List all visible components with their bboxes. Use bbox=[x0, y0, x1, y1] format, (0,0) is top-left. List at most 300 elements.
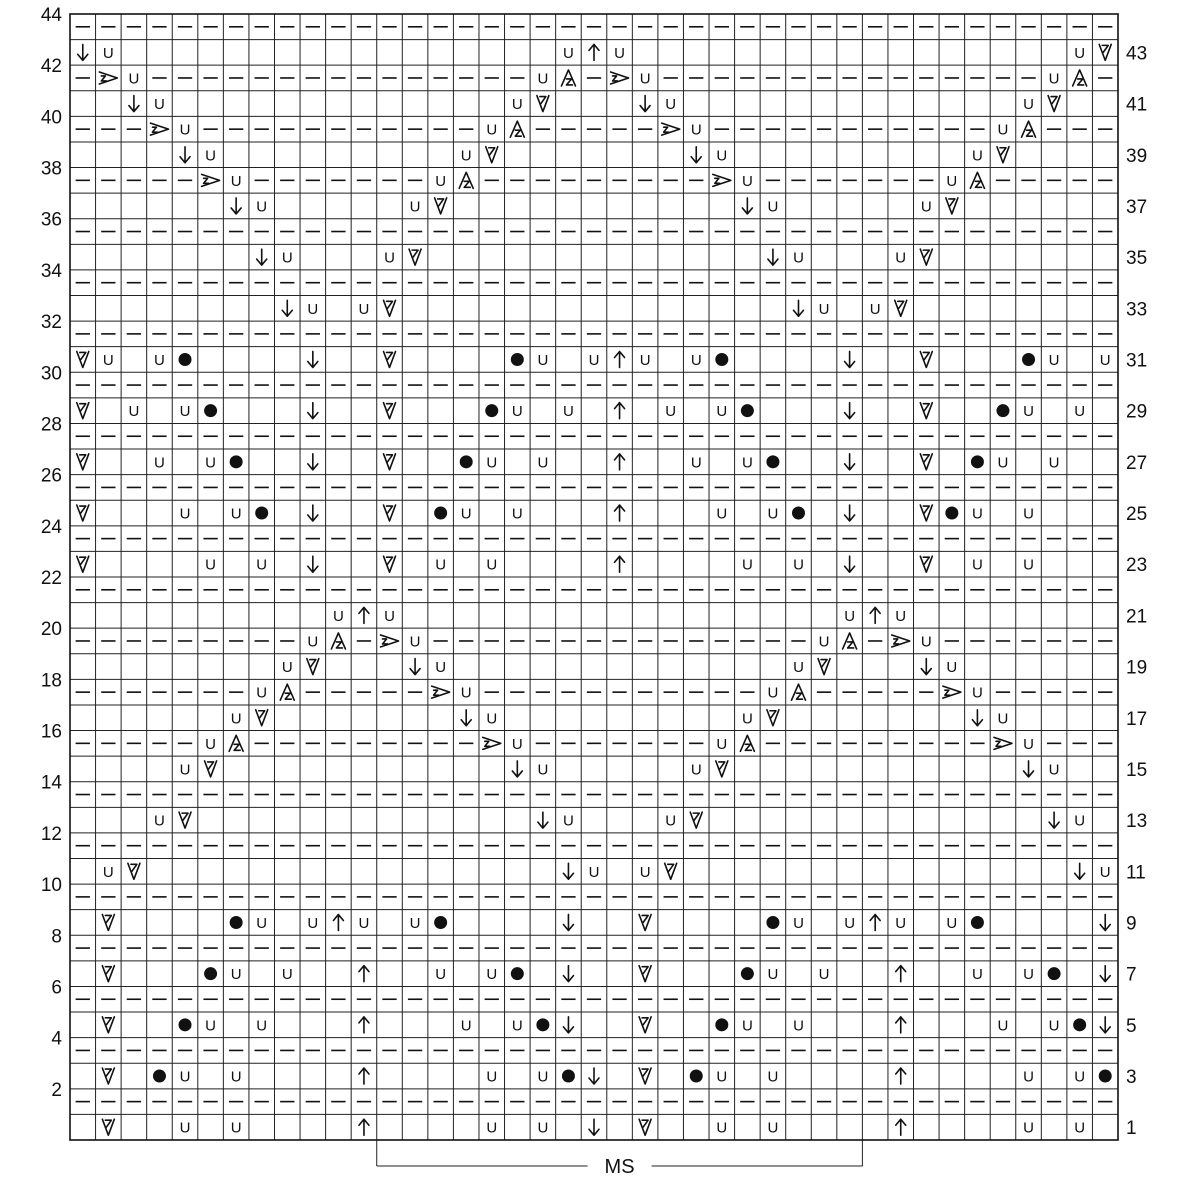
row-number-right: 11 bbox=[1126, 862, 1146, 884]
row-number-right: 21 bbox=[1126, 606, 1148, 628]
yarn-over-symbol: U bbox=[332, 607, 344, 625]
row-number-right: 5 bbox=[1126, 1015, 1137, 1037]
bobble-dot-icon bbox=[971, 916, 984, 929]
v-decrease-icon bbox=[409, 249, 421, 265]
v-decrease-icon bbox=[920, 351, 932, 367]
yarn-over-symbol: U bbox=[154, 454, 165, 472]
row-number-right: 27 bbox=[1126, 452, 1148, 474]
yarn-over-symbol: U bbox=[639, 70, 651, 88]
v-decrease-icon bbox=[1099, 44, 1111, 60]
v-decrease-icon bbox=[997, 147, 1009, 163]
arrow-up-icon bbox=[615, 351, 625, 367]
yarn-over-symbol: U bbox=[716, 505, 728, 523]
yarn-over-symbol: U bbox=[179, 121, 191, 139]
bobble-dot-icon bbox=[536, 1018, 549, 1031]
v-decrease-icon bbox=[77, 556, 89, 572]
ms-label: MS bbox=[604, 1156, 635, 1178]
yarn-over-symbol: U bbox=[741, 172, 753, 190]
v-decrease-icon bbox=[205, 761, 217, 777]
yarn-over-symbol: U bbox=[154, 96, 165, 114]
arrow-down-icon bbox=[1024, 761, 1034, 777]
yarn-over-symbol: U bbox=[1023, 1119, 1034, 1137]
yarn-over-symbol: U bbox=[1048, 70, 1060, 88]
arrow-down-icon bbox=[845, 505, 855, 521]
arrow-down-icon bbox=[563, 914, 573, 930]
v-decrease-icon bbox=[102, 1017, 114, 1033]
v-decrease-icon bbox=[384, 556, 396, 572]
arrow-up-icon bbox=[870, 607, 880, 623]
yarn-over-symbol: U bbox=[920, 198, 932, 216]
bobble-dot-icon bbox=[179, 353, 192, 366]
yarn-over-symbol: U bbox=[460, 1017, 472, 1035]
row-number-right: 31 bbox=[1126, 350, 1148, 372]
yarn-over-symbol: U bbox=[486, 966, 498, 984]
yarn-over-symbol: U bbox=[997, 454, 1009, 472]
yarn-over-symbol: U bbox=[971, 684, 983, 702]
yarn-over-symbol: U bbox=[154, 812, 165, 830]
right-triangle-decrease-icon bbox=[150, 123, 168, 135]
yarn-over-symbol: U bbox=[716, 147, 728, 165]
arrow-down-icon bbox=[768, 249, 778, 265]
row-number-right: 7 bbox=[1126, 964, 1137, 986]
yarn-over-symbol: U bbox=[1099, 863, 1111, 881]
v-decrease-icon bbox=[102, 966, 114, 982]
arrow-up-icon bbox=[615, 403, 625, 419]
arrow-down-icon bbox=[461, 710, 471, 726]
yarn-over-symbol: U bbox=[639, 351, 651, 369]
yarn-over-symbol: U bbox=[511, 505, 523, 523]
arrow-down-icon bbox=[845, 556, 855, 572]
yarn-over-symbol: U bbox=[128, 403, 140, 421]
yarn-over-symbol: U bbox=[102, 351, 114, 369]
yarn-over-symbol: U bbox=[511, 403, 523, 421]
row-number-right: 3 bbox=[1126, 1067, 1137, 1089]
arrow-down-icon bbox=[845, 403, 855, 419]
yarn-over-symbol: U bbox=[409, 198, 421, 216]
yarn-over-symbol: U bbox=[307, 300, 319, 318]
arrow-up-icon bbox=[359, 966, 369, 982]
yarn-over-symbol: U bbox=[486, 454, 498, 472]
yarn-over-symbol: U bbox=[256, 684, 268, 702]
yarn-over-symbol: U bbox=[741, 454, 753, 472]
yarn-over-symbol: U bbox=[307, 633, 319, 651]
triangle-decrease-icon bbox=[740, 735, 754, 751]
arrow-down-icon bbox=[845, 454, 855, 470]
v-decrease-icon bbox=[77, 505, 89, 521]
yarn-over-symbol: U bbox=[997, 1017, 1009, 1035]
arrow-down-icon bbox=[1049, 812, 1059, 828]
v-decrease-icon bbox=[920, 556, 932, 572]
row-number-right: 13 bbox=[1126, 811, 1148, 833]
right-triangle-decrease-icon bbox=[202, 174, 220, 186]
yarn-over-symbol: U bbox=[793, 659, 804, 677]
row-number-left: 20 bbox=[40, 619, 62, 641]
v-decrease-icon bbox=[537, 96, 549, 112]
v-decrease-icon bbox=[384, 505, 396, 521]
chart-grid bbox=[70, 14, 1118, 1140]
right-triangle-decrease-icon bbox=[99, 72, 117, 84]
yarn-over-symbol: U bbox=[614, 44, 625, 62]
yarn-over-symbol: U bbox=[1048, 454, 1060, 472]
yarn-over-symbol: U bbox=[358, 914, 370, 932]
bobble-dot-icon bbox=[153, 1070, 166, 1083]
yarn-over-symbol: U bbox=[716, 1119, 728, 1137]
arrow-down-icon bbox=[512, 761, 522, 777]
triangle-decrease-icon bbox=[561, 70, 575, 86]
triangle-decrease-icon bbox=[970, 172, 984, 188]
yarn-over-symbol: U bbox=[946, 914, 958, 932]
row-number-right: 1 bbox=[1126, 1118, 1137, 1140]
yarn-over-symbol: U bbox=[1023, 96, 1034, 114]
bobble-dot-icon bbox=[715, 353, 728, 366]
bobble-dot-icon bbox=[766, 916, 779, 929]
bobble-dot-icon bbox=[1022, 353, 1035, 366]
yarn-over-symbol: U bbox=[588, 351, 600, 369]
yarn-over-symbol: U bbox=[486, 121, 498, 139]
arrow-down-icon bbox=[308, 351, 318, 367]
arrow-down-icon bbox=[308, 505, 318, 521]
yarn-over-symbol: U bbox=[179, 1068, 191, 1086]
arrow-down-icon bbox=[640, 96, 650, 112]
yarn-over-symbol: U bbox=[1074, 1119, 1086, 1137]
row-number-right: 43 bbox=[1126, 43, 1148, 65]
row-number-left: 30 bbox=[40, 363, 62, 385]
row-number-left: 36 bbox=[40, 209, 62, 231]
arrow-up-icon bbox=[896, 966, 906, 982]
yarn-over-symbol: U bbox=[179, 403, 191, 421]
v-decrease-icon bbox=[639, 1017, 651, 1033]
v-decrease-icon bbox=[77, 351, 89, 367]
row-number-left: 26 bbox=[40, 465, 62, 487]
v-decrease-icon bbox=[639, 1119, 651, 1135]
row-number-right: 39 bbox=[1126, 145, 1148, 167]
arrow-down-icon bbox=[180, 147, 190, 163]
yarn-over-symbol: U bbox=[818, 300, 830, 318]
yarn-over-symbol: U bbox=[563, 44, 574, 62]
arrow-up-icon bbox=[896, 1068, 906, 1084]
yarn-over-symbol: U bbox=[179, 761, 191, 779]
arrow-down-icon bbox=[563, 863, 573, 879]
bobble-dot-icon bbox=[460, 455, 473, 468]
arrow-down-icon bbox=[129, 96, 139, 112]
arrow-down-icon bbox=[845, 351, 855, 367]
yarn-over-symbol: U bbox=[460, 505, 472, 523]
bobble-dot-icon bbox=[230, 455, 243, 468]
right-triangle-decrease-icon bbox=[662, 123, 680, 135]
yarn-over-symbol: U bbox=[102, 44, 114, 62]
v-decrease-icon bbox=[716, 761, 728, 777]
triangle-decrease-icon bbox=[280, 684, 294, 700]
yarn-over-symbol: U bbox=[716, 735, 728, 753]
row-number-left: 18 bbox=[40, 670, 62, 692]
yarn-over-symbol: U bbox=[793, 914, 804, 932]
bobble-dot-icon bbox=[945, 507, 958, 520]
yarn-over-symbol: U bbox=[537, 70, 549, 88]
arrow-down-icon bbox=[1100, 914, 1110, 930]
row-number-right: 29 bbox=[1126, 401, 1148, 423]
arrow-down-icon bbox=[538, 812, 548, 828]
yarn-over-symbol: U bbox=[767, 198, 779, 216]
yarn-over-symbol: U bbox=[256, 1017, 268, 1035]
arrow-down-icon bbox=[589, 1068, 599, 1084]
arrow-down-icon bbox=[231, 198, 241, 214]
yarn-over-symbol: U bbox=[946, 172, 958, 190]
v-decrease-icon bbox=[179, 812, 191, 828]
v-decrease-icon bbox=[1048, 96, 1060, 112]
arrow-down-icon bbox=[257, 249, 267, 265]
row-number-left: 4 bbox=[51, 1028, 62, 1050]
yarn-over-symbol: U bbox=[895, 249, 907, 267]
yarn-over-symbol: U bbox=[486, 1068, 498, 1086]
v-decrease-icon bbox=[384, 403, 396, 419]
arrow-down-icon bbox=[1100, 966, 1110, 982]
v-decrease-icon bbox=[307, 659, 319, 675]
bobble-dot-icon bbox=[971, 455, 984, 468]
v-decrease-icon bbox=[920, 505, 932, 521]
bobble-dot-icon bbox=[690, 1070, 703, 1083]
bobble-dot-icon bbox=[511, 353, 524, 366]
yarn-over-symbol: U bbox=[435, 966, 447, 984]
arrow-up-icon bbox=[333, 914, 343, 930]
triangle-decrease-icon bbox=[791, 684, 805, 700]
yarn-over-symbol: U bbox=[1023, 1068, 1034, 1086]
yarn-over-symbol: U bbox=[230, 505, 242, 523]
v-decrease-icon bbox=[77, 403, 89, 419]
row-number-right: 41 bbox=[1126, 94, 1148, 116]
bobble-dot-icon bbox=[434, 507, 447, 520]
row-number-left: 32 bbox=[40, 312, 62, 334]
arrow-up-icon bbox=[359, 1068, 369, 1084]
yarn-over-symbol: U bbox=[1023, 556, 1034, 574]
row-number-left: 44 bbox=[40, 5, 62, 26]
arrow-down-icon bbox=[308, 556, 318, 572]
yarn-over-symbol: U bbox=[690, 351, 702, 369]
v-decrease-icon bbox=[946, 198, 958, 214]
yarn-over-symbol: U bbox=[741, 710, 753, 728]
arrow-down-icon bbox=[563, 966, 573, 982]
row-number-right: 25 bbox=[1126, 504, 1148, 526]
v-decrease-icon bbox=[384, 454, 396, 470]
arrow-up-icon bbox=[359, 1017, 369, 1033]
multiple-of-stitches-bracket bbox=[377, 1140, 863, 1178]
arrow-down-icon bbox=[972, 710, 982, 726]
right-triangle-decrease-icon bbox=[713, 174, 731, 186]
yarn-over-symbol: U bbox=[971, 505, 983, 523]
row-number-right: 33 bbox=[1126, 299, 1148, 321]
bobble-dot-icon bbox=[562, 1070, 575, 1083]
yarn-over-symbol: U bbox=[1048, 1017, 1060, 1035]
yarn-over-symbol: U bbox=[563, 812, 574, 830]
v-decrease-icon bbox=[920, 454, 932, 470]
triangle-decrease-icon bbox=[459, 172, 473, 188]
triangle-decrease-icon bbox=[510, 121, 524, 137]
v-decrease-icon bbox=[895, 300, 907, 316]
yarn-over-symbol: U bbox=[230, 710, 242, 728]
bobble-dot-icon bbox=[485, 404, 498, 417]
row-number-left: 12 bbox=[40, 823, 62, 845]
yarn-over-symbol: U bbox=[588, 863, 600, 881]
yarn-over-symbol: U bbox=[460, 684, 472, 702]
yarn-over-symbol: U bbox=[511, 96, 523, 114]
yarn-over-symbol: U bbox=[537, 454, 549, 472]
row-number-left: 28 bbox=[40, 414, 62, 436]
v-decrease-icon bbox=[102, 1119, 114, 1135]
yarn-over-symbol: U bbox=[486, 556, 498, 574]
v-decrease-icon bbox=[102, 1068, 114, 1084]
arrow-up-icon bbox=[870, 914, 880, 930]
row-number-left: 24 bbox=[40, 516, 62, 538]
yarn-over-symbol: U bbox=[205, 454, 217, 472]
bobble-dot-icon bbox=[230, 916, 243, 929]
yarn-over-symbol: U bbox=[818, 966, 830, 984]
row-number-right: 17 bbox=[1126, 708, 1148, 730]
v-decrease-icon bbox=[77, 454, 89, 470]
bobble-dot-icon bbox=[179, 1018, 192, 1031]
yarn-over-symbol: U bbox=[767, 1119, 779, 1137]
row-number-left: 40 bbox=[40, 107, 62, 129]
yarn-over-symbol: U bbox=[486, 710, 498, 728]
row-number-left: 14 bbox=[40, 772, 62, 794]
yarn-over-symbol: U bbox=[741, 556, 753, 574]
yarn-over-symbol: U bbox=[435, 556, 447, 574]
v-decrease-icon bbox=[102, 914, 114, 930]
right-triangle-decrease-icon bbox=[483, 737, 501, 749]
triangle-decrease-icon bbox=[331, 633, 345, 649]
yarn-over-symbol: U bbox=[971, 966, 983, 984]
yarn-over-symbol: U bbox=[511, 735, 523, 753]
bobble-dot-icon bbox=[792, 507, 805, 520]
yarn-over-symbol: U bbox=[1023, 403, 1034, 421]
row-number-left: 10 bbox=[40, 875, 62, 897]
yarn-over-symbol: U bbox=[767, 1068, 779, 1086]
v-decrease-icon bbox=[256, 710, 268, 726]
row-number-right: 23 bbox=[1126, 555, 1148, 577]
arrow-down-icon bbox=[1075, 863, 1085, 879]
right-triangle-decrease-icon bbox=[892, 635, 910, 647]
yarn-over-symbol: U bbox=[537, 1068, 549, 1086]
row-number-left: 6 bbox=[51, 977, 62, 999]
arrow-down-icon bbox=[921, 659, 931, 675]
yarn-over-symbol: U bbox=[154, 351, 165, 369]
yarn-over-symbol: U bbox=[409, 633, 421, 651]
yarn-over-symbol: U bbox=[767, 966, 779, 984]
yarn-over-symbol: U bbox=[690, 454, 702, 472]
yarn-over-symbol: U bbox=[230, 172, 242, 190]
v-decrease-icon bbox=[384, 351, 396, 367]
row-number-right: 35 bbox=[1126, 248, 1148, 270]
yarn-over-symbol: U bbox=[179, 1119, 191, 1137]
yarn-over-symbol: U bbox=[690, 121, 702, 139]
yarn-over-symbol: U bbox=[1074, 403, 1086, 421]
yarn-over-symbol: U bbox=[1023, 735, 1034, 753]
yarn-over-symbol: U bbox=[844, 914, 856, 932]
yarn-over-symbol: U bbox=[384, 249, 395, 267]
yarn-over-symbol: U bbox=[205, 147, 217, 165]
arrow-down-icon bbox=[308, 403, 318, 419]
yarn-over-symbol: U bbox=[1099, 351, 1111, 369]
v-decrease-icon bbox=[639, 914, 651, 930]
right-triangle-decrease-icon bbox=[994, 737, 1012, 749]
arrow-up-icon bbox=[615, 505, 625, 521]
yarn-over-symbol: U bbox=[665, 403, 677, 421]
yarn-over-symbol: U bbox=[537, 1119, 549, 1137]
arrow-down-icon bbox=[563, 1017, 573, 1033]
yarn-over-symbol: U bbox=[358, 300, 370, 318]
yarn-over-symbol: U bbox=[1074, 1068, 1086, 1086]
yarn-over-symbol: U bbox=[230, 1068, 242, 1086]
yarn-over-symbol: U bbox=[460, 147, 472, 165]
bobble-dot-icon bbox=[996, 404, 1009, 417]
bobble-dot-icon bbox=[1048, 967, 1061, 980]
arrow-down-icon bbox=[793, 300, 803, 316]
arrow-up-icon bbox=[359, 607, 369, 623]
triangle-decrease-icon bbox=[229, 735, 243, 751]
v-decrease-icon bbox=[920, 249, 932, 265]
bobble-dot-icon bbox=[434, 916, 447, 929]
triangle-decrease-icon bbox=[1073, 70, 1087, 86]
triangle-decrease-icon bbox=[843, 633, 857, 649]
yarn-over-symbol: U bbox=[1074, 44, 1086, 62]
yarn-over-symbol: U bbox=[690, 761, 702, 779]
row-number-left: 34 bbox=[40, 260, 62, 282]
bobble-dot-icon bbox=[204, 967, 217, 980]
yarn-over-symbol: U bbox=[716, 403, 728, 421]
yarn-over-symbol: U bbox=[1023, 966, 1034, 984]
arrow-down-icon bbox=[410, 659, 420, 675]
row-number-left: 22 bbox=[40, 568, 62, 589]
yarn-over-symbol: U bbox=[256, 198, 268, 216]
bobble-dot-icon bbox=[766, 455, 779, 468]
right-triangle-decrease-icon bbox=[943, 686, 961, 698]
v-decrease-icon bbox=[486, 147, 498, 163]
yarn-over-symbol: U bbox=[281, 659, 293, 677]
yarn-over-symbol: U bbox=[767, 505, 779, 523]
arrow-up-icon bbox=[359, 1119, 369, 1135]
yarn-over-symbol: U bbox=[869, 300, 881, 318]
v-decrease-icon bbox=[665, 863, 677, 879]
yarn-over-symbol: U bbox=[665, 96, 677, 114]
arrow-up-icon bbox=[896, 1017, 906, 1033]
yarn-over-symbol: U bbox=[230, 966, 242, 984]
row-number-left: 16 bbox=[40, 721, 62, 743]
arrow-down-icon bbox=[742, 198, 752, 214]
row-number-right: 19 bbox=[1126, 657, 1148, 679]
right-triangle-decrease-icon bbox=[611, 72, 629, 84]
yarn-over-symbol: U bbox=[537, 761, 549, 779]
arrow-down-icon bbox=[691, 147, 701, 163]
yarn-over-symbol: U bbox=[997, 121, 1009, 139]
yarn-over-symbol: U bbox=[716, 1068, 728, 1086]
arrow-up-icon bbox=[615, 556, 625, 572]
yarn-over-symbol: U bbox=[844, 607, 856, 625]
yarn-over-symbol: U bbox=[793, 249, 804, 267]
yarn-over-symbol: U bbox=[971, 147, 983, 165]
bobble-dot-icon bbox=[741, 404, 754, 417]
yarn-over-symbol: U bbox=[205, 1017, 217, 1035]
row-number-right: 9 bbox=[1126, 913, 1137, 935]
bobble-dot-icon bbox=[741, 967, 754, 980]
bobble-dot-icon bbox=[1073, 1018, 1086, 1031]
yarn-over-symbol: U bbox=[256, 914, 268, 932]
arrow-up-icon bbox=[896, 1119, 906, 1135]
bobble-dot-icon bbox=[204, 404, 217, 417]
yarn-over-symbol: U bbox=[920, 633, 932, 651]
yarn-over-symbol: U bbox=[971, 556, 983, 574]
yarn-over-symbol: U bbox=[741, 1017, 753, 1035]
yarn-over-symbol: U bbox=[384, 607, 395, 625]
arrow-up-icon bbox=[589, 44, 599, 60]
yarn-over-symbol: U bbox=[997, 710, 1009, 728]
